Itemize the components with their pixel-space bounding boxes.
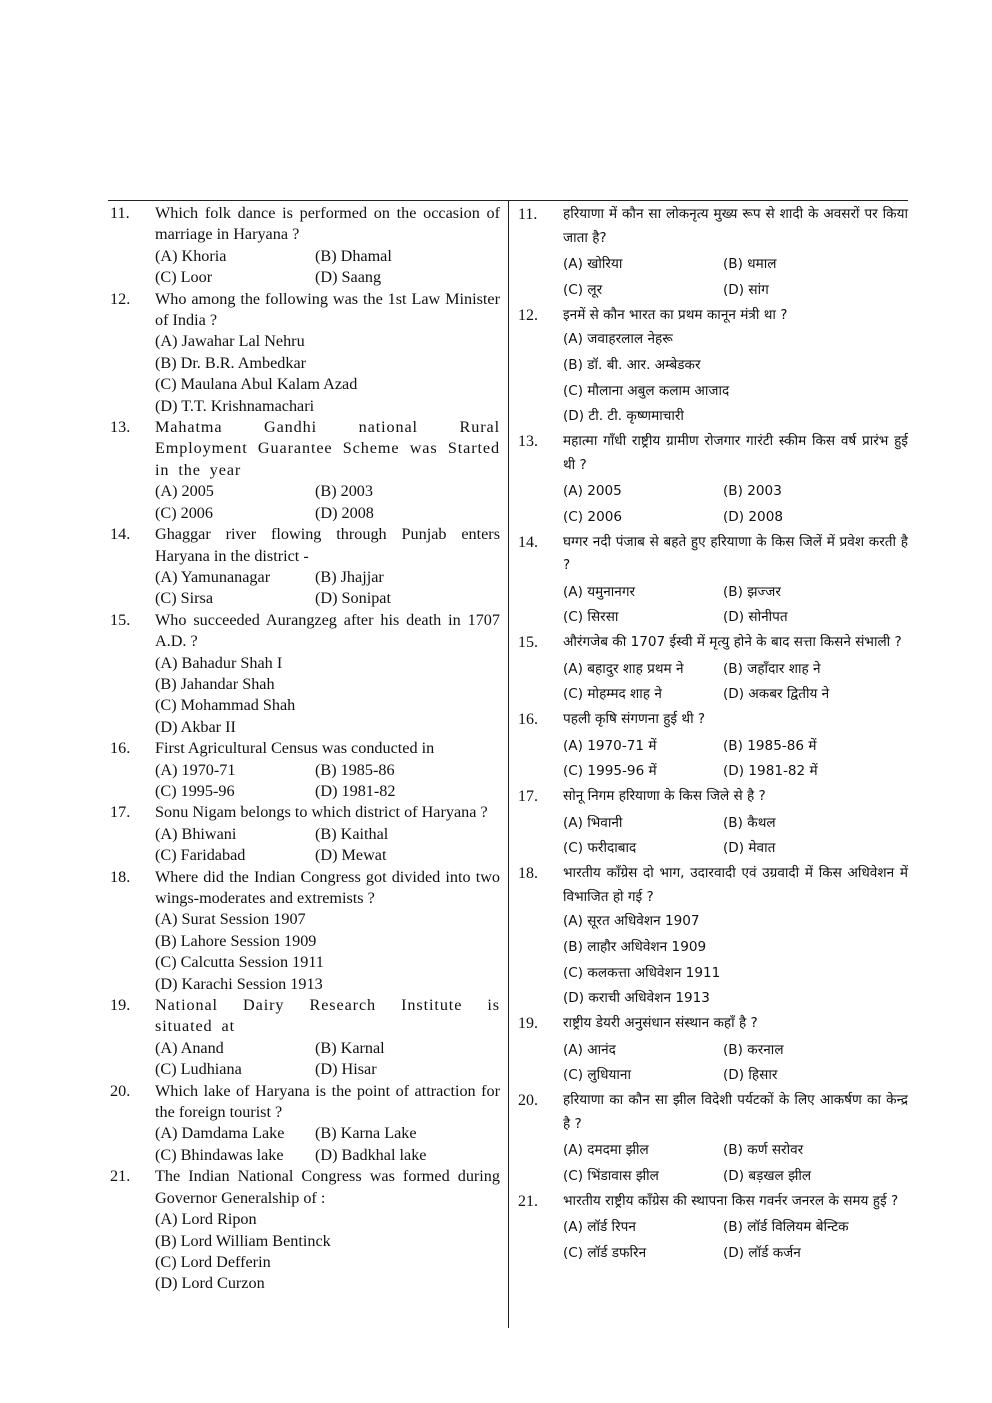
question-text: राष्ट्रीय डेयरी अनुसंधान संस्थान कहाँ है ? [563, 1015, 758, 1032]
option-b: (B) 2003 [315, 482, 373, 501]
option-c: (C) Faridabad [155, 846, 246, 865]
option-c: (C) Maulana Abul Kalam Azad [155, 375, 358, 394]
question-21 [108, 1166, 500, 1294]
question-13 [516, 430, 908, 531]
option-d: (D) सांग [723, 281, 769, 298]
question-number: 16. [518, 711, 538, 729]
options [155, 331, 500, 417]
option-d: (D) बड़खल झील [723, 1168, 812, 1185]
question-12 [516, 304, 908, 430]
question-number: 17. [110, 803, 131, 822]
options [155, 246, 500, 289]
question-number: 15. [518, 634, 538, 652]
hindi-column [516, 203, 908, 1267]
option-a: (A) Lord Ripon [155, 1210, 257, 1229]
options [563, 252, 908, 303]
question-18 [108, 867, 500, 995]
question-number: 21. [518, 1192, 538, 1210]
options [563, 327, 908, 430]
option-c: (C) लूर [563, 281, 603, 298]
option-c: (C) मौलाना अबुल कलाम आजाद [563, 382, 730, 399]
option-c: (C) Bhindawas lake [155, 1145, 284, 1164]
option-b: (B) Lahore Session 1909 [155, 931, 317, 950]
option-c: (C) लुधियाना [563, 1067, 631, 1084]
option-b: (B) 1985-86 [315, 760, 395, 779]
option-d: (D) टी. टी. कृष्णमाचारी [563, 408, 684, 425]
question-number: 13. [518, 433, 538, 450]
question-text: Who among the following was the 1st Law Minister of India ? [155, 289, 500, 330]
option-a: (A) Jawahar Lal Nehru [155, 332, 305, 351]
question-number: 11. [110, 204, 130, 222]
question-text: भारतीय कॉंग्रेस दो भाग, उदारवादी एवं उग्रवादी में किस अधिवेशन में विभाजित हो गई ? [563, 865, 908, 905]
option-a: (A) बहादुर शाह प्रथम ने [563, 660, 684, 677]
option-b: (B) 2003 [723, 483, 782, 500]
option-b: (B) 1985-86 में [723, 737, 817, 754]
option-b: (B) लाहौर अधिवेशन 1909 [563, 939, 707, 956]
option-d: (D) Badkhal lake [315, 1145, 427, 1164]
options [563, 734, 908, 785]
option-a: (A) Surat Session 1907 [155, 910, 306, 929]
question-number: 17. [518, 788, 538, 806]
question-number: 13. [110, 418, 131, 437]
option-a: (A) 2005 [563, 483, 622, 500]
question-text: महात्मा गाँधी राष्ट्रीय ग्रामीण रोजगार गारंटी स्कीम किस वर्ष प्रारंभ हुई थी ? [563, 433, 908, 473]
option-c: (C) 1995-96 में [563, 763, 657, 780]
option-b: (B) डॉ. बी. आर. अम्बेडकर [563, 356, 701, 373]
question-text: The Indian National Congress was formed during Governor Generalship of : [155, 1167, 500, 1207]
question-text: सोनू निगम हरियाणा के किस जिले से है ? [563, 788, 766, 805]
option-a: (A) Damdama Lake [155, 1124, 285, 1143]
options [563, 1138, 908, 1189]
question-text: Which folk dance is performed on the occasion of marriage in Haryana ? [155, 204, 500, 244]
option-a: (A) खोरिया [563, 256, 623, 273]
option-c: (C) Loor [155, 268, 213, 287]
question-text: हरियाणा का कौन सा झील विदेशी पर्यटकों के लिए आकर्षण का केन्द्र है ? [563, 1092, 908, 1132]
question-number: 16. [110, 739, 131, 758]
option-a: (A) Bahadur Shah I [155, 653, 283, 672]
question-number: 20. [110, 1081, 131, 1100]
option-d: (D) हिसार [723, 1067, 778, 1084]
option-b: (B) लॉर्ड विलियम बेन्टिक [723, 1219, 849, 1236]
option-b: (B) Lord William Bentinck [155, 1231, 331, 1250]
question-text: औरंगजेब की 1707 ईस्वी में मृत्यु होने के बाद सत्ता किसने संभाली ? [563, 634, 902, 651]
question-15 [516, 631, 908, 708]
option-c: (C) सिरसा [563, 609, 619, 626]
question-text: First Agricultural Census was conducted in [155, 739, 435, 758]
option-d: (D) Akbar II [155, 717, 236, 736]
question-text: Which lake of Haryana is the point of attraction for the foreign tourist ? [155, 1081, 500, 1122]
question-17 [516, 785, 908, 862]
option-a: (A) Yamunanagar [155, 567, 271, 586]
option-a: (A) सूरत अधिवेशन 1907 [563, 913, 700, 930]
option-d: (D) 2008 [315, 503, 374, 522]
option-c: (C) 2006 [155, 503, 213, 522]
option-a: (A) Khoria [155, 246, 227, 265]
option-b: (B) कर्ण सरोवर [723, 1142, 804, 1159]
option-b: (B) कैथल [723, 814, 776, 831]
options [155, 567, 500, 610]
question-number: 19. [518, 1015, 538, 1033]
option-c: (C) फरीदाबाद [563, 840, 637, 857]
option-d: (D) Karachi Session 1913 [155, 974, 323, 993]
option-c: (C) 2006 [563, 508, 623, 525]
question-number: 19. [110, 996, 131, 1015]
question-number: 20. [518, 1092, 538, 1110]
question-13 [108, 417, 500, 524]
question-number: 18. [518, 865, 538, 883]
options [563, 1038, 908, 1089]
option-c: (C) भिंडावास झील [563, 1168, 659, 1185]
question-number: 14. [518, 533, 538, 551]
option-c: (C) Calcutta Session 1911 [155, 953, 324, 972]
option-b: (B) Dr. B.R. Ambedkar [155, 353, 307, 372]
option-d: (D) 1981-82 में [723, 763, 818, 780]
option-c: (C) लॉर्ड डफरिन [563, 1245, 647, 1262]
option-c: (C) Mohammad Shah [155, 696, 296, 715]
question-17 [108, 802, 500, 866]
options [155, 1209, 500, 1295]
option-b: (B) Dhamal [315, 246, 392, 265]
question-number: 12. [518, 306, 538, 324]
question-16 [108, 738, 500, 802]
question-number: 21. [110, 1167, 131, 1186]
question-16 [516, 708, 908, 785]
question-text: भारतीय राष्ट्रीय कॉंग्रेस की स्थापना किस गवर्नर जनरल के समय हुई ? [563, 1192, 899, 1209]
question-text: Sonu Nigam belongs to which district of Haryana ? [155, 803, 488, 822]
option-b: (B) धमाल [723, 256, 777, 273]
question-number: 14. [110, 525, 131, 544]
option-d: (D) Mewat [315, 846, 387, 865]
options [155, 824, 500, 867]
option-a: (A) लॉर्ड रिपन [563, 1219, 636, 1236]
question-14 [516, 531, 908, 632]
question-text: Where did the Indian Congress got divided into two wings-moderates and extremists ? [155, 867, 500, 907]
option-d: (D) कराची अधिवेशन 1913 [563, 990, 710, 1007]
option-a: (A) यमुनानगर [563, 583, 636, 600]
options [563, 811, 908, 862]
options [155, 481, 500, 524]
question-text: Who succeeded Aurangzeg after his death in 1707 A.D. ? [155, 610, 500, 651]
question-19 [108, 995, 500, 1081]
option-c: (C) Sirsa [155, 589, 213, 608]
question-number: 18. [110, 867, 131, 886]
question-number: 15. [110, 610, 131, 629]
option-d: (D) सोनीपत [723, 609, 788, 626]
english-column [108, 203, 500, 1295]
option-b: (B) झज्जर [723, 583, 781, 600]
options [155, 909, 500, 995]
question-text: हरियाणा में कौन सा लोकनृत्य मुख्य रूप से शादी के अवसरों पर किया जाता है? [563, 206, 908, 246]
option-c: (C) Ludhiana [155, 1060, 242, 1079]
option-d: (D) Lord Curzon [155, 1274, 265, 1293]
option-b: (B) Karnal [315, 1038, 385, 1057]
option-a: (A) Bhiwani [155, 824, 237, 843]
option-a: (A) जवाहरलाल नेहरू [563, 331, 673, 348]
option-a: (A) 1970-71 [155, 760, 236, 779]
question-text: पहली कृषि संगणना हुई थी ? [563, 711, 706, 728]
option-d: (D) T.T. Krishnamachari [155, 396, 315, 415]
option-a: (A) 1970-71 में [563, 737, 657, 754]
option-d: (D) मेवात [723, 840, 776, 857]
question-text: Mahatma Gandhi national Rural Employment Guarantee Scheme was Started in the year [155, 418, 500, 479]
column-divider [508, 201, 509, 1328]
option-a: (A) आनंद [563, 1041, 616, 1058]
option-d: (D) 2008 [723, 508, 783, 525]
question-number: 12. [110, 289, 131, 308]
question-21 [516, 1190, 908, 1267]
options [563, 479, 908, 530]
question-11 [516, 203, 908, 304]
option-d: (D) Hisar [315, 1060, 377, 1079]
question-19 [516, 1012, 908, 1089]
question-18 [516, 862, 908, 1012]
option-a: (A) 2005 [155, 482, 214, 501]
options [155, 653, 500, 739]
options [155, 760, 500, 803]
option-c: (C) कलकत्ता अधिवेशन 1911 [563, 964, 721, 981]
option-b: (B) Kaithal [315, 824, 389, 843]
question-text: National Dairy Research Institute is situated at [155, 996, 500, 1036]
option-d: (D) अकबर द्वितीय ने [723, 686, 830, 703]
options [155, 1038, 500, 1081]
question-15 [108, 610, 500, 738]
options [563, 580, 908, 631]
option-d: (D) Saang [315, 268, 382, 287]
question-text: इनमें से कौन भारत का प्रथम कानून मंत्री था ? [563, 306, 788, 323]
options [155, 1123, 500, 1166]
options [563, 1215, 908, 1266]
options [563, 909, 908, 1012]
option-c: (C) Lord Defferin [155, 1252, 271, 1271]
question-text: घग्गर नदी पंजाब से बहते हुए हरियाणा के किस जिलें में प्रवेश करती है ? [563, 533, 908, 574]
question-12 [108, 289, 500, 417]
option-d: (D) लॉर्ड कर्जन [723, 1245, 801, 1262]
option-a: (A) भिवानी [563, 814, 623, 831]
question-11 [108, 203, 500, 289]
option-b: (B) जहाँदार शाह ने [723, 660, 821, 677]
option-d: (D) 1981-82 [315, 781, 396, 800]
option-a: (A) Anand [155, 1038, 224, 1057]
question-14 [108, 524, 500, 610]
option-a: (A) दमदमा झील [563, 1142, 649, 1159]
question-number: 11. [518, 206, 538, 223]
option-b: (B) Jahandar Shah [155, 674, 275, 693]
option-b: (B) Jhajjar [315, 567, 384, 586]
question-text: Ghaggar river flowing through Punjab enters Haryana in the district - [155, 525, 500, 565]
question-20 [516, 1089, 908, 1190]
question-20 [108, 1081, 500, 1167]
option-b: (B) करनाल [723, 1041, 784, 1058]
option-c: (C) 1995-96 [155, 781, 235, 800]
options [563, 657, 908, 708]
option-c: (C) मोहम्मद शाह ने [563, 686, 662, 703]
option-b: (B) Karna Lake [315, 1124, 417, 1143]
option-d: (D) Sonipat [315, 589, 391, 608]
